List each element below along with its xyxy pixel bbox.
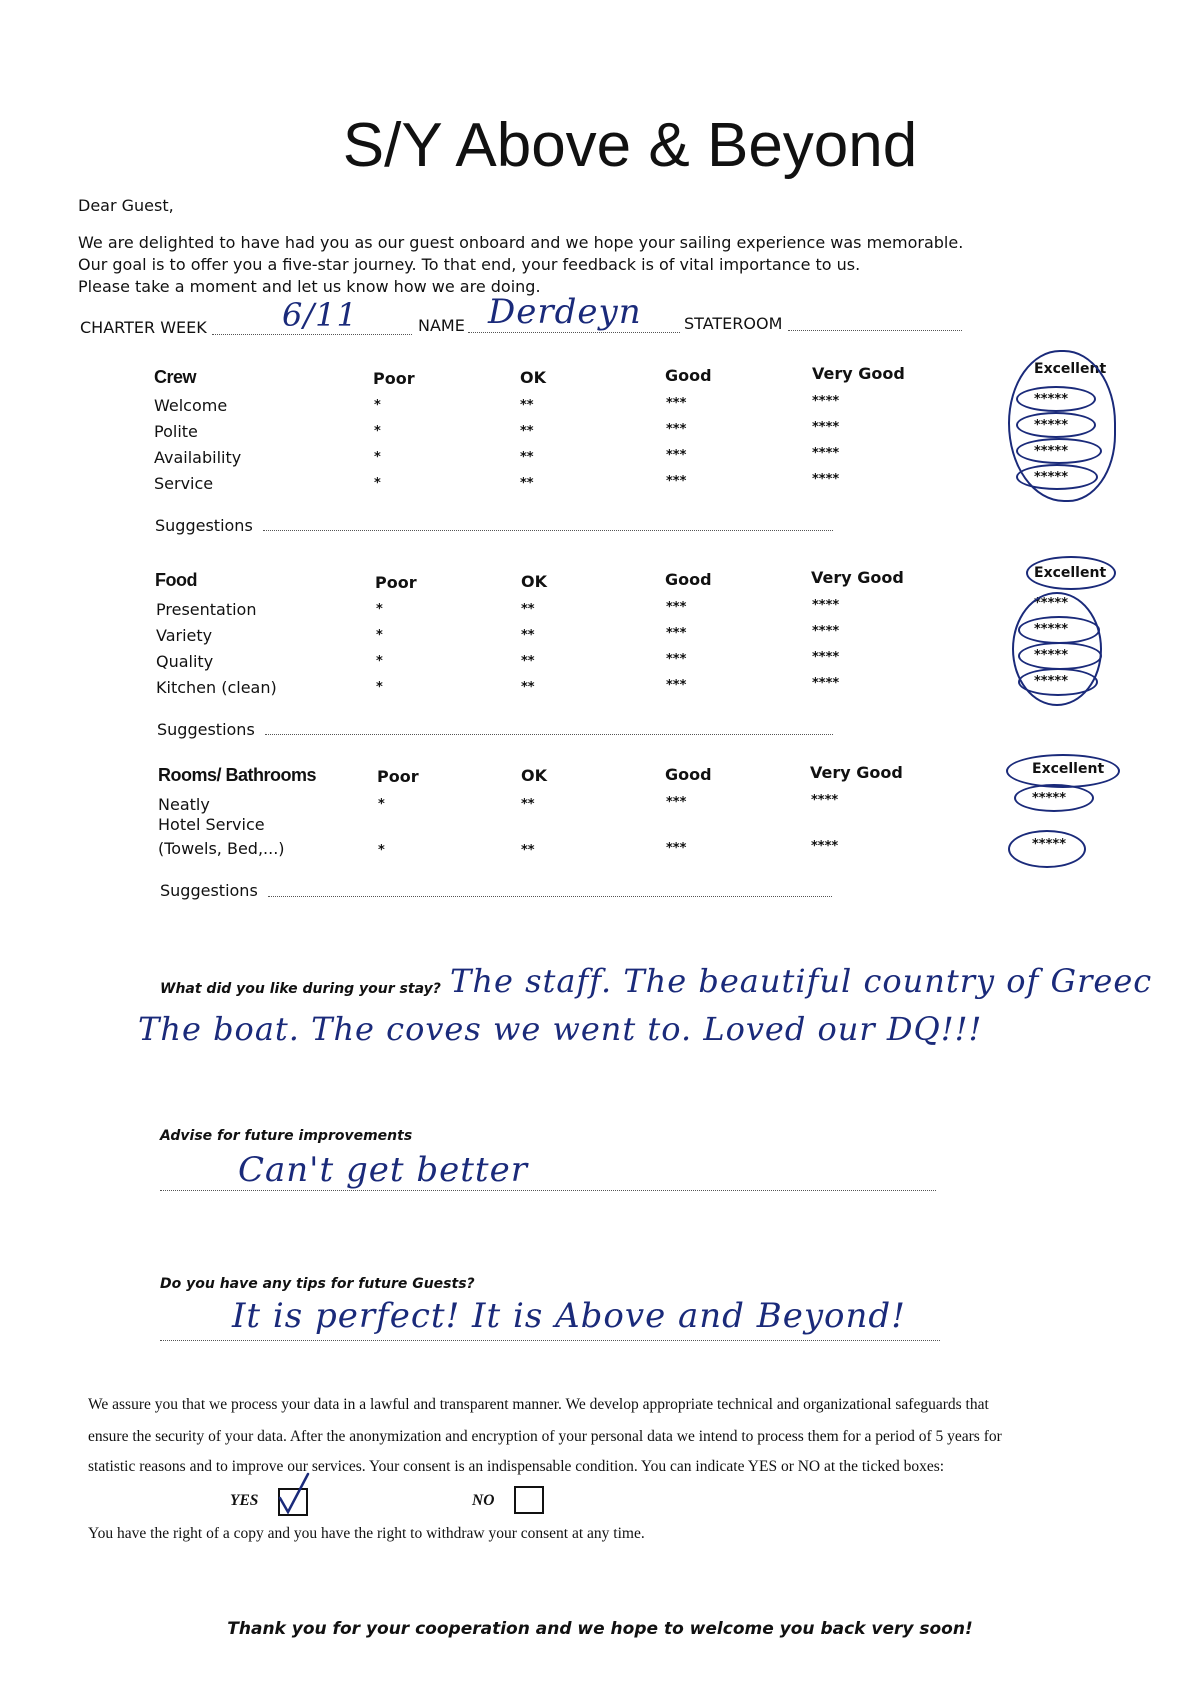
greeting: Dear Guest, xyxy=(78,196,174,215)
no-checkbox[interactable] xyxy=(514,1486,544,1514)
charter-week-label: CHARTER WEEK xyxy=(80,318,207,337)
rating-star[interactable]: ** xyxy=(520,450,534,465)
rating-star[interactable]: ***** xyxy=(1034,674,1068,689)
liked-answer-line-2[interactable]: The boat. The coves we went to. Loved our DQ!!! xyxy=(138,1010,983,1048)
selection-circle xyxy=(1018,668,1098,696)
rating-star[interactable]: ***** xyxy=(1034,392,1068,407)
item-towels-bed: (Towels, Bed,...) xyxy=(158,839,285,858)
item-availability: Availability xyxy=(154,448,242,467)
rating-star[interactable]: ** xyxy=(520,424,534,439)
suggestions-line[interactable] xyxy=(268,882,832,897)
suggestions-label: Suggestions xyxy=(157,720,255,739)
rating-star[interactable]: **** xyxy=(812,624,840,639)
consent-line-1: We assure you that we process your data in a lawful and transparent manner. We develop appropriate technical and organizational safeguards that xyxy=(88,1396,989,1413)
rating-star[interactable]: ***** xyxy=(1032,837,1066,852)
col-ok: OK xyxy=(521,572,547,591)
col-excellent: Excellent xyxy=(1032,761,1105,777)
rating-star[interactable]: ** xyxy=(521,797,535,812)
thank-you-message: Thank you for your cooperation and we hope to welcome you back very soon! xyxy=(227,1619,973,1639)
rating-star[interactable]: *** xyxy=(666,448,687,463)
excellent-circle xyxy=(1026,556,1116,590)
rating-star[interactable]: **** xyxy=(812,650,840,665)
section-title-food: Food xyxy=(155,570,197,590)
rating-star[interactable]: * xyxy=(374,450,381,465)
section-title-crew: Crew xyxy=(154,367,197,387)
rating-star[interactable]: *** xyxy=(666,422,687,437)
rating-star[interactable]: ***** xyxy=(1032,791,1066,806)
rating-star[interactable]: *** xyxy=(666,795,687,810)
rating-star[interactable]: ** xyxy=(521,602,535,617)
item-service: Service xyxy=(154,474,214,493)
rating-star[interactable]: *** xyxy=(666,626,687,641)
col-good: Good xyxy=(665,570,712,589)
rating-star[interactable]: *** xyxy=(666,474,687,489)
rating-star[interactable]: * xyxy=(376,680,383,695)
stateroom-label: STATEROOM xyxy=(684,314,783,333)
rating-star[interactable]: *** xyxy=(666,396,687,411)
tips-answer[interactable]: It is perfect! It is Above and Beyond! xyxy=(232,1296,906,1336)
rating-star[interactable]: **** xyxy=(811,793,839,808)
rating-star[interactable]: ** xyxy=(521,843,535,858)
selection-circle xyxy=(1018,642,1102,670)
rating-star[interactable]: ***** xyxy=(1034,596,1068,611)
selection-circle xyxy=(1016,386,1096,412)
rating-star[interactable]: * xyxy=(374,424,381,439)
suggestions-line[interactable] xyxy=(263,516,833,531)
yes-checkbox[interactable] xyxy=(278,1488,308,1516)
rating-star[interactable]: **** xyxy=(811,839,839,854)
tips-question: Do you have any tips for future Guests? xyxy=(160,1276,475,1292)
rating-star[interactable]: *** xyxy=(666,600,687,615)
rights-text: You have the right of a copy and you have the right to withdraw your consent at any time. xyxy=(88,1525,645,1542)
rating-star[interactable]: *** xyxy=(666,678,687,693)
section-title-rooms: Rooms/ Bathrooms xyxy=(158,765,317,785)
selection-circle xyxy=(1016,464,1098,490)
rating-star[interactable]: ***** xyxy=(1034,622,1068,637)
rating-star[interactable]: ** xyxy=(521,680,535,695)
item-neatly: Neatly xyxy=(158,795,210,814)
rating-star[interactable]: ** xyxy=(520,476,534,491)
rating-star[interactable]: **** xyxy=(812,394,840,409)
liked-question: What did you like during your stay? xyxy=(160,981,441,997)
col-poor: Poor xyxy=(373,369,415,388)
rating-star[interactable]: **** xyxy=(812,420,840,435)
charter-week-value[interactable]: 6/11 xyxy=(282,296,358,334)
rating-star[interactable]: * xyxy=(376,628,383,643)
liked-answer-line-1[interactable]: The staff. The beautiful country of Greec xyxy=(450,962,1153,1000)
rating-star[interactable]: * xyxy=(378,843,385,858)
excellent-circle xyxy=(1006,754,1120,788)
rating-star[interactable]: **** xyxy=(812,472,840,487)
col-good: Good xyxy=(665,765,712,784)
selection-circle xyxy=(1014,784,1094,812)
check-mark-icon xyxy=(278,1472,314,1516)
improve-answer[interactable]: Can't get better xyxy=(238,1150,528,1190)
rating-star[interactable]: * xyxy=(378,797,385,812)
col-very-good: Very Good xyxy=(811,568,904,587)
rating-star[interactable]: ***** xyxy=(1034,444,1068,459)
rating-star[interactable]: ** xyxy=(520,398,534,413)
item-presentation: Presentation xyxy=(156,600,257,619)
col-poor: Poor xyxy=(377,767,419,786)
rating-star[interactable]: * xyxy=(374,398,381,413)
rating-star[interactable]: **** xyxy=(812,598,840,613)
selection-circle xyxy=(1016,438,1102,464)
rating-star[interactable]: ***** xyxy=(1034,470,1068,485)
consent-line-3: statistic reasons and to improve our services. Your consent is an indispensable condition. You can indicate YES or NO at the ticked boxes: xyxy=(88,1458,945,1475)
suggestions-label: Suggestions xyxy=(155,516,253,535)
intro-line-1: We are delighted to have had you as our guest onboard and we hope your sailing experience was memorable. xyxy=(78,233,964,252)
rating-star[interactable]: ***** xyxy=(1034,648,1068,663)
item-welcome: Welcome xyxy=(154,396,228,415)
item-variety: Variety xyxy=(156,626,213,645)
name-label: NAME xyxy=(418,316,465,335)
rating-star[interactable]: *** xyxy=(666,652,687,667)
page-title: S/Y Above & Beyond xyxy=(342,111,918,180)
selection-circle xyxy=(1018,616,1100,644)
rating-star[interactable]: ** xyxy=(521,628,535,643)
rating-star[interactable]: * xyxy=(374,476,381,491)
intro-line-3: Please take a moment and let us know how we are doing. xyxy=(78,277,541,296)
rating-star[interactable]: **** xyxy=(812,676,840,691)
col-ok: OK xyxy=(521,766,547,785)
col-excellent: Excellent xyxy=(1034,361,1107,377)
rating-star[interactable]: **** xyxy=(812,446,840,461)
col-poor: Poor xyxy=(375,573,417,592)
col-very-good: Very Good xyxy=(812,364,905,383)
col-ok: OK xyxy=(520,368,546,387)
stateroom-line[interactable] xyxy=(788,316,962,331)
name-value[interactable]: Derdeyn xyxy=(488,292,642,332)
item-polite: Polite xyxy=(154,422,198,441)
item-quality: Quality xyxy=(156,652,214,671)
rating-star[interactable]: ** xyxy=(521,654,535,669)
rating-star[interactable]: ***** xyxy=(1034,418,1068,433)
item-kitchen: Kitchen (clean) xyxy=(156,678,277,697)
col-good: Good xyxy=(665,366,712,385)
consent-line-2: ensure the security of your data. After the anonymization and encryption of your personal data we intend to process them for a period of 5 years for xyxy=(88,1428,1002,1445)
rating-star[interactable]: *** xyxy=(666,841,687,856)
rating-star[interactable]: * xyxy=(376,654,383,669)
col-excellent: Excellent xyxy=(1034,565,1107,581)
intro-line-2: Our goal is to offer you a five-star journey. To that end, your feedback is of vital importance to us. xyxy=(78,255,861,274)
suggestions-line[interactable] xyxy=(265,720,833,735)
selection-circle xyxy=(1016,412,1096,438)
improve-question: Advise for future improvements xyxy=(160,1128,413,1144)
item-hotel-service: Hotel Service xyxy=(158,815,265,834)
selection-circle xyxy=(1008,830,1086,868)
col-very-good: Very Good xyxy=(810,763,903,782)
suggestions-label: Suggestions xyxy=(160,881,258,900)
no-label: NO xyxy=(472,1492,495,1509)
rating-star[interactable]: * xyxy=(376,602,383,617)
yes-label: YES xyxy=(230,1492,259,1509)
